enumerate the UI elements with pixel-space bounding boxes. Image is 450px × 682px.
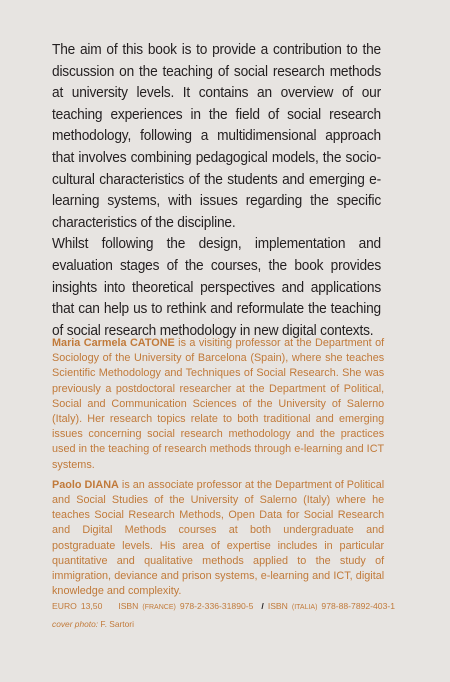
publication-info	[52, 601, 412, 629]
isbn-country: (ITALIA)	[291, 604, 318, 611]
isbn-label: ISBN	[118, 601, 139, 611]
author-name: Maria Carmela CATONE	[52, 337, 175, 349]
abstract-paragraph: The aim of this book is to provide a contribution to the discussion on the teaching of social research methods at university levels. It contains an overview of our teaching experiences in the field of social research methodology, following a multidimensional approach that involves combining pedagogical models, the socio-cultural characteristics of the students and emerging e-learning systems, with issues regarding the specific characteristics of the discipline.	[52, 42, 381, 231]
isbn-country: (FRANCE)	[142, 604, 176, 611]
price-isbn-line	[52, 601, 412, 611]
abstract-paragraph: Whilst following the design, implementation and evaluation stages of the courses, the book provides insights into theoretical perspectives and applications that can help us to rethink and reformulate the teaching of social research methodology in new digital contexts.	[52, 236, 381, 339]
isbn-separator: /	[261, 601, 264, 611]
isbn-value: 978-2-336-31890-5	[179, 601, 254, 611]
author-bio-text: is an associate professor at the Department of Political and Social Studies of the University of Salerno (Italy) where he teaches Social Research Methods, Open Data for Social Research and Digital Methods courses at both undergraduate and postgraduate levels. His area of expertise includes in particular quantitative and qualitative methods applied to the study of immigration, deviance and prison systems, e-learning and ICT, digital knowledge and complexity.	[52, 478, 385, 598]
author-name: Paolo DIANA	[52, 478, 119, 491]
isbn-value: 978-88-7892-403-1	[321, 601, 396, 611]
author-bio	[52, 478, 384, 600]
book-abstract	[52, 40, 381, 342]
cover-photo-credit	[52, 619, 412, 629]
author-bio-text: is a visiting professor at the Department of Sociology of the University of Barcelona (Spain), where she teaches Scientific Methodology and Techniques of Social Research. She was previously a postdoctoral researcher at the Department of Political, Social and Communication Sciences of the University of Salerno (Italy). Her research topics relate to both traditional and emerging issues concerning social research methodology and the practices used in the teaching of research methods through e-learning and ICT systems.	[52, 337, 385, 471]
author-bios	[52, 336, 384, 604]
isbn-label: ISBN	[267, 601, 288, 611]
price-label: EURO	[52, 601, 77, 611]
cover-photo-label: cover photo:	[52, 619, 99, 629]
author-bio	[52, 336, 384, 473]
price-value: 13,50	[80, 601, 103, 611]
cover-photo-name: F. Sartori	[100, 619, 134, 629]
